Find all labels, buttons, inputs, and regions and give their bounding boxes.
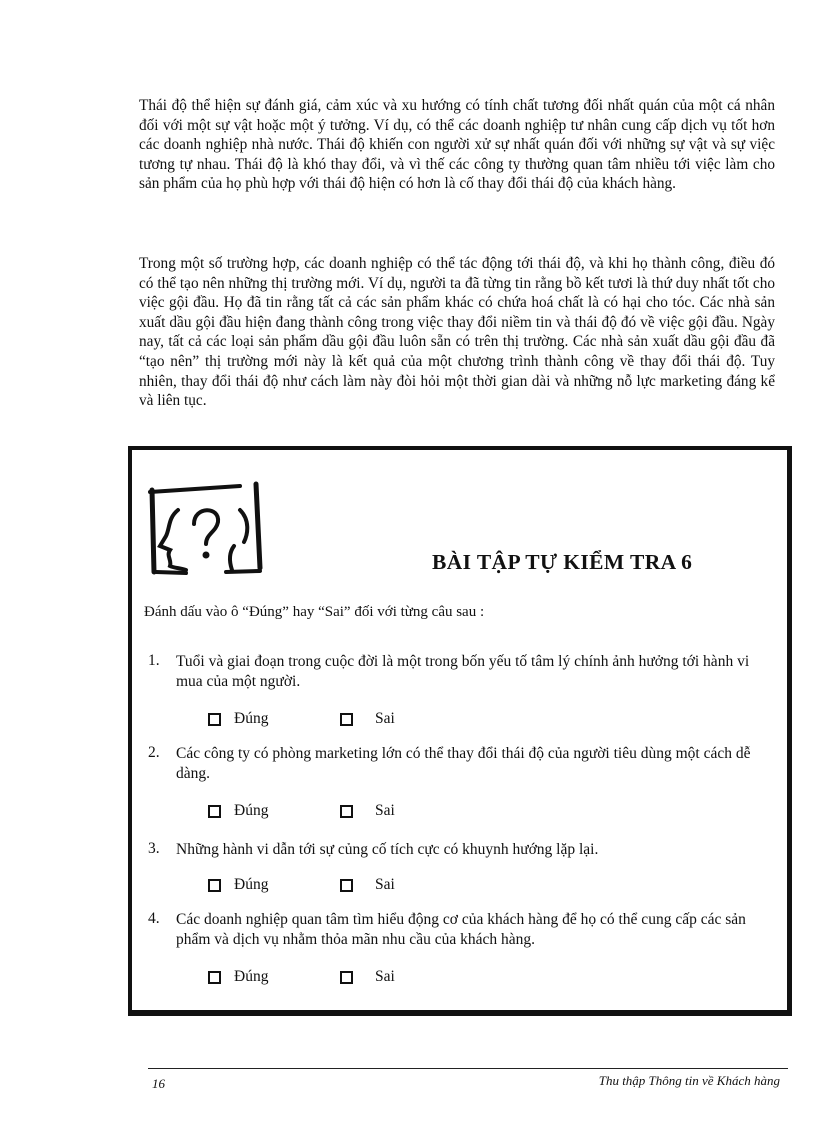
option-false-label: Sai xyxy=(375,876,395,893)
checkbox-icon[interactable] xyxy=(340,805,353,818)
question-text: Những hành vi dẫn tới sự củng cố tích cực có khuynh hướng lặp lại. xyxy=(176,841,599,858)
option-true-label: Đúng xyxy=(234,968,269,985)
body-paragraph-1: Thái độ thể hiện sự đánh giá, cảm xúc và xu hướng có tính chất tương đối nhất quán của một cá nhân đối với một sự vật hoặc một ý tưởng. Ví dụ, có thể các doanh nghiệp tư nhân cung cấp dịch vụ tốt hơn các doanh nghiệp nhà nước. Thái độ khiến con người xử sự nhất quán đối với những sự vật và sự việc tương tự nhau. Thái độ là khó thay đổi, và vì thế các công ty thường quan tâm nhiều tới việc làm cho sản phẩm của họ phù hợp với thái độ hiện có hơn là cố thay đổi thái độ của khách hàng. xyxy=(139,97,775,193)
self-test-box xyxy=(128,446,792,1016)
option-true[interactable] xyxy=(208,802,268,820)
question-number: 2. xyxy=(148,744,160,761)
checkbox-icon[interactable] xyxy=(208,879,221,892)
option-false-label: Sai xyxy=(375,968,395,985)
running-title: Thu thập Thông tin về Khách hàng xyxy=(598,1073,780,1088)
option-true-label: Đúng xyxy=(234,802,269,819)
checkbox-icon[interactable] xyxy=(208,805,221,818)
option-false[interactable] xyxy=(340,968,395,986)
question-number: 3. xyxy=(148,840,160,857)
quiz-title: BÀI TẬP TỰ KIỂM TRA 6 xyxy=(432,550,693,574)
checkbox-icon[interactable] xyxy=(208,713,221,726)
checkbox-icon[interactable] xyxy=(340,879,353,892)
option-false[interactable] xyxy=(340,876,395,894)
question-text: Tuổi và giai đoạn trong cuộc đời là một trong bốn yếu tố tâm lý chính ảnh hưởng tới hành vi mua của một người. xyxy=(176,653,750,690)
body-paragraph-2: Trong một số trường hợp, các doanh nghiệp có thể tác động tới thái độ, và khi họ thành công, điều đó có thể tạo nên những thị trường mới. Ví dụ, người ta đã từng tin rằng bồ kết tươi là thứ duy nhất tốt cho việc gội đầu. Họ đã tin rằng tất cả các sản phẩm khác có chứa hoá chất là có hại cho tóc. Các nhà sản xuất dầu gội đầu hiện đang thành công trong việc thay đổi niềm tin và thái độ đó về việc gội đầu. Ngày nay, tất cả các loại sản phẩm dầu gội đầu luôn sẵn có trên thị trường. Các nhà sản xuất dầu gội đầu đã “tạo nên” thị trường mới này là kết quả của một chương trình thành công về thay đổi thái độ. Tuy nhiên, thay đổi thái độ như cách làm này đòi hỏi một thời gian dài và những nỗ lực marketing đáng kể và liên tục. xyxy=(139,255,775,410)
option-false[interactable] xyxy=(340,802,395,820)
option-true[interactable] xyxy=(208,710,268,728)
page-number: 16 xyxy=(152,1076,165,1091)
option-false[interactable] xyxy=(340,710,395,728)
quiz-instruction: Đánh dấu vào ô “Đúng” hay “Sai” đối với từng câu sau : xyxy=(144,604,485,620)
option-true-label: Đúng xyxy=(234,710,269,727)
footer-rule xyxy=(148,1068,788,1069)
checkbox-icon[interactable] xyxy=(340,971,353,984)
question-number: 1. xyxy=(148,652,160,669)
option-false-label: Sai xyxy=(375,802,395,819)
question-text: Các doanh nghiệp quan tâm tìm hiểu động cơ của khách hàng để họ có thể cung cấp các sản phẩm và dịch vụ nhằm thỏa mãn nhu cầu của khách hàng. xyxy=(176,911,746,948)
option-true[interactable] xyxy=(208,876,268,894)
checkbox-icon[interactable] xyxy=(208,971,221,984)
checkbox-icon[interactable] xyxy=(340,713,353,726)
option-false-label: Sai xyxy=(375,710,395,727)
option-true-label: Đúng xyxy=(234,876,269,893)
thinking-head-question-icon xyxy=(148,480,266,580)
question-text: Các công ty có phòng marketing lớn có thể thay đổi thái độ của người tiêu dùng một cách dễ dàng. xyxy=(176,745,751,782)
question-number: 4. xyxy=(148,910,160,927)
option-true[interactable] xyxy=(208,968,268,986)
